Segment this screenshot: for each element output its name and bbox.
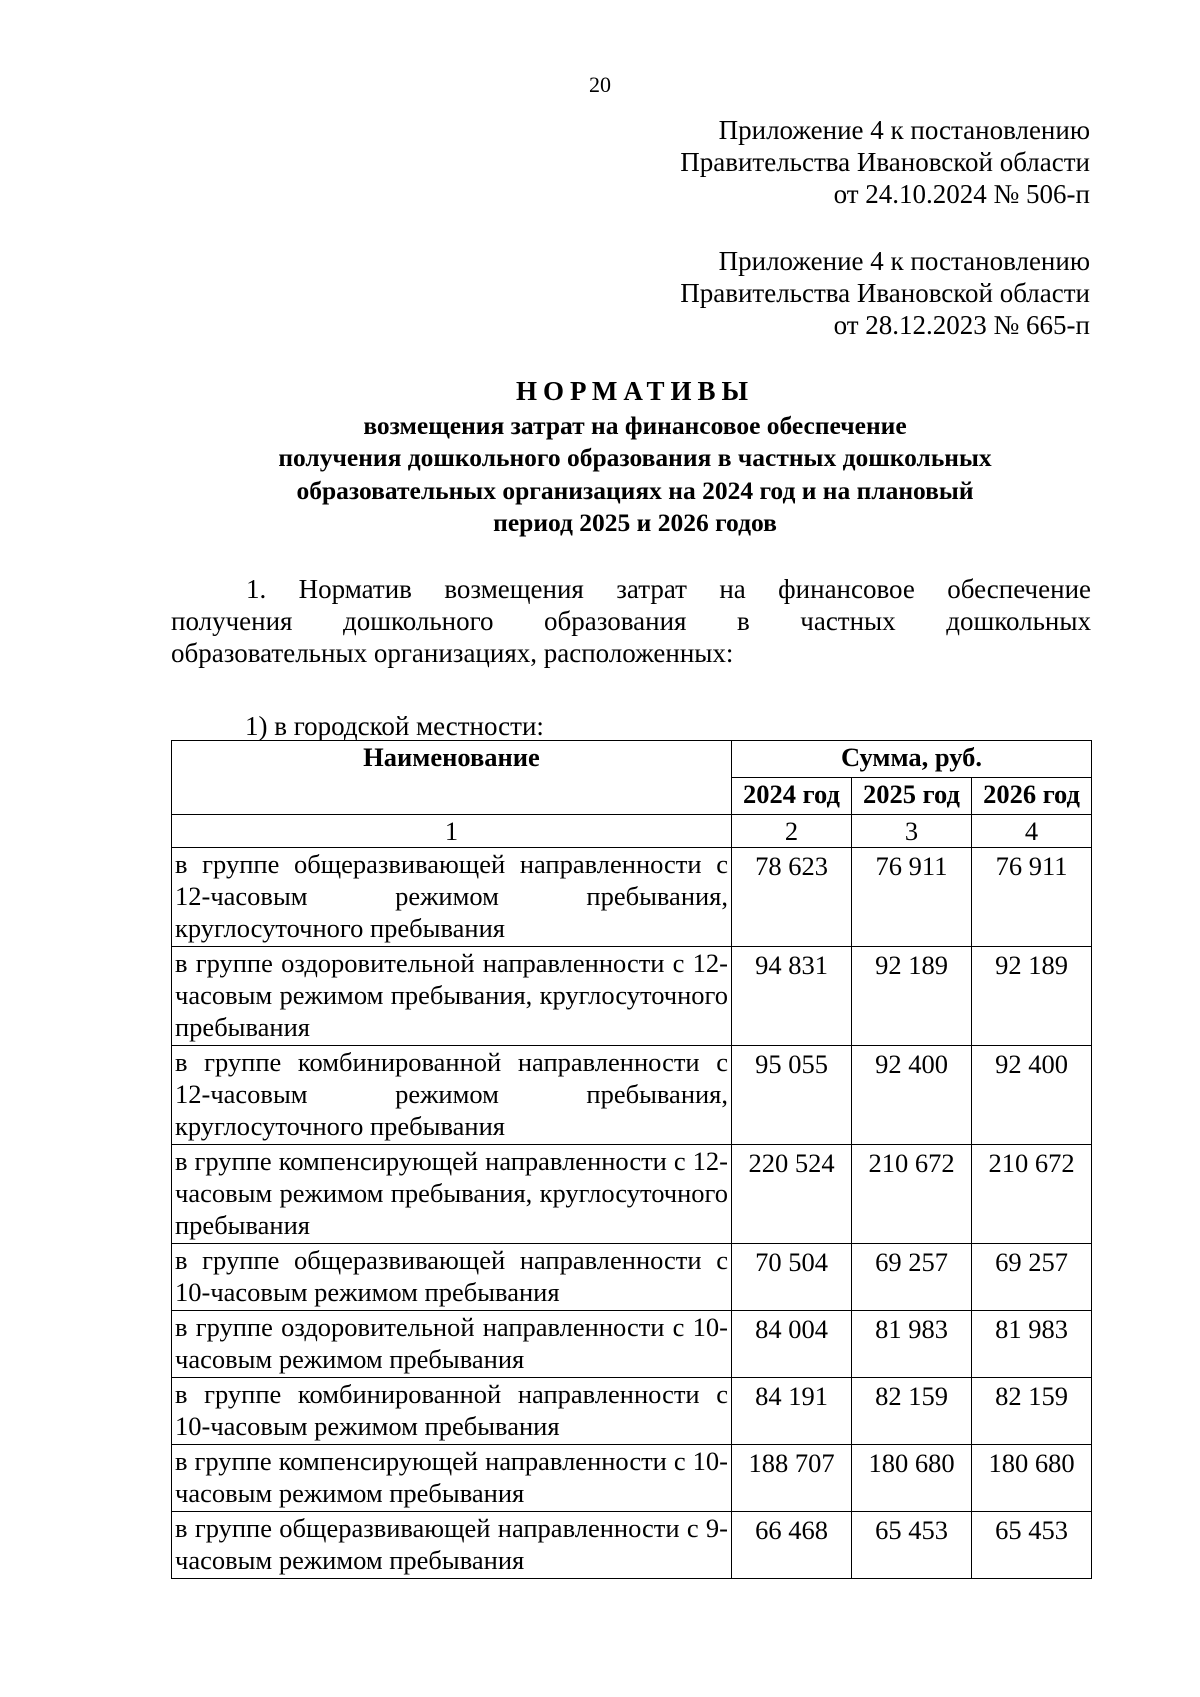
value-2026: 92 400 <box>972 1046 1092 1145</box>
value-2026: 82 159 <box>972 1378 1092 1445</box>
title-line1: возмещения затрат на финансовое обеспечение <box>363 410 907 440</box>
appendix-previous-line3: от 28.12.2023 № 665-п <box>833 310 1090 340</box>
appendix-current-line2: Правительства Ивановской области <box>680 147 1090 177</box>
value-2024: 188 707 <box>732 1445 852 1512</box>
value-2026: 92 189 <box>972 947 1092 1046</box>
value-2024: 94 831 <box>732 947 852 1046</box>
table-row <box>172 1512 1092 1579</box>
header-year-2024: 2024 год <box>732 778 852 815</box>
title-line3: образовательных организациях на 2024 год и на плановый <box>296 475 974 505</box>
appendix-previous <box>680 245 1090 341</box>
value-2025: 69 257 <box>852 1244 972 1311</box>
value-2024: 70 504 <box>732 1244 852 1311</box>
row-name: в группе общеразвивающей направленности с 12-часовым режимом пребывания, круглосуточного пребывания <box>172 848 732 947</box>
value-2026: 76 911 <box>972 848 1092 947</box>
paragraph-1-line3: образовательных организациях, расположенных: <box>171 638 734 668</box>
value-2025: 210 672 <box>852 1145 972 1244</box>
value-2024: 95 055 <box>732 1046 852 1145</box>
appendix-previous-line1: Приложение 4 к постановлению <box>718 246 1090 276</box>
appendix-current-line3: от 24.10.2024 № 506-п <box>833 179 1090 209</box>
column-number: 4 <box>972 815 1092 848</box>
table-row <box>172 1244 1092 1311</box>
value-2025: 92 189 <box>852 947 972 1046</box>
value-2025: 81 983 <box>852 1311 972 1378</box>
header-year-2025: 2025 год <box>852 778 972 815</box>
row-name: в группе компенсирующей направленности с 10-часовым режимом пребывания <box>172 1445 732 1512</box>
row-name: в группе компенсирующей направленности с 12-часовым режимом пребывания, круглосуточного пребывания <box>172 1145 732 1244</box>
value-2024: 84 004 <box>732 1311 852 1378</box>
value-2024: 220 524 <box>732 1145 852 1244</box>
paragraph-1-line2: получения дошкольного образования в частных дошкольных <box>171 606 1091 636</box>
page-number: 20 <box>589 72 611 97</box>
row-name: в группе комбинированной направленности с 12-часовым режимом пребывания, круглосуточного пребывания <box>172 1046 732 1145</box>
table-row <box>172 1145 1092 1244</box>
table-row <box>172 1378 1092 1445</box>
column-number: 3 <box>852 815 972 848</box>
header-name: Наименование <box>172 741 732 815</box>
value-2025: 92 400 <box>852 1046 972 1145</box>
title-line2: получения дошкольного образования в частных дошкольных <box>278 443 992 472</box>
value-2025: 76 911 <box>852 848 972 947</box>
title-caps: НОРМАТИВЫ <box>515 376 755 406</box>
appendix-previous-line2: Правительства Ивановской области <box>680 278 1090 308</box>
paragraph-1-line1: 1. Норматив возмещения затрат на финансовое обеспечение <box>246 574 1091 604</box>
value-2024: 84 191 <box>732 1378 852 1445</box>
paragraph-1 <box>171 573 1091 669</box>
column-number: 1 <box>172 815 732 848</box>
appendix-current-line1: Приложение 4 к постановлению <box>718 115 1090 145</box>
value-2025: 82 159 <box>852 1378 972 1445</box>
value-2024: 78 623 <box>732 848 852 947</box>
table-row <box>172 1046 1092 1145</box>
value-2025: 65 453 <box>852 1512 972 1579</box>
value-2026: 65 453 <box>972 1512 1092 1579</box>
document-title <box>170 375 1100 540</box>
table-row <box>172 1311 1092 1378</box>
value-2025: 180 680 <box>852 1445 972 1512</box>
table-row <box>172 947 1092 1046</box>
title-line4: период 2025 и 2026 годов <box>493 508 777 537</box>
column-number: 2 <box>732 815 852 848</box>
row-name: в группе общеразвивающей направленности с 9-часовым режимом пребывания <box>172 1512 732 1579</box>
row-name: в группе общеразвивающей направленности с 10-часовым режимом пребывания <box>172 1244 732 1311</box>
table-row <box>172 1445 1092 1512</box>
value-2026: 81 983 <box>972 1311 1092 1378</box>
value-2026: 69 257 <box>972 1244 1092 1311</box>
norms-table <box>171 740 1092 1579</box>
section-heading: 1) в городской местности: <box>245 711 544 741</box>
table-row <box>172 848 1092 947</box>
header-year-2026: 2026 год <box>972 778 1092 815</box>
value-2024: 66 468 <box>732 1512 852 1579</box>
appendix-current <box>680 114 1090 210</box>
row-name: в группе оздоровительной направленности с 12-часовым режимом пребывания, круглосуточного пребывания <box>172 947 732 1046</box>
value-2026: 180 680 <box>972 1445 1092 1512</box>
header-sum: Сумма, руб. <box>732 741 1092 778</box>
row-name: в группе оздоровительной направленности с 10-часовым режимом пребывания <box>172 1311 732 1378</box>
row-name: в группе комбинированной направленности с 10-часовым режимом пребывания <box>172 1378 732 1445</box>
value-2026: 210 672 <box>972 1145 1092 1244</box>
